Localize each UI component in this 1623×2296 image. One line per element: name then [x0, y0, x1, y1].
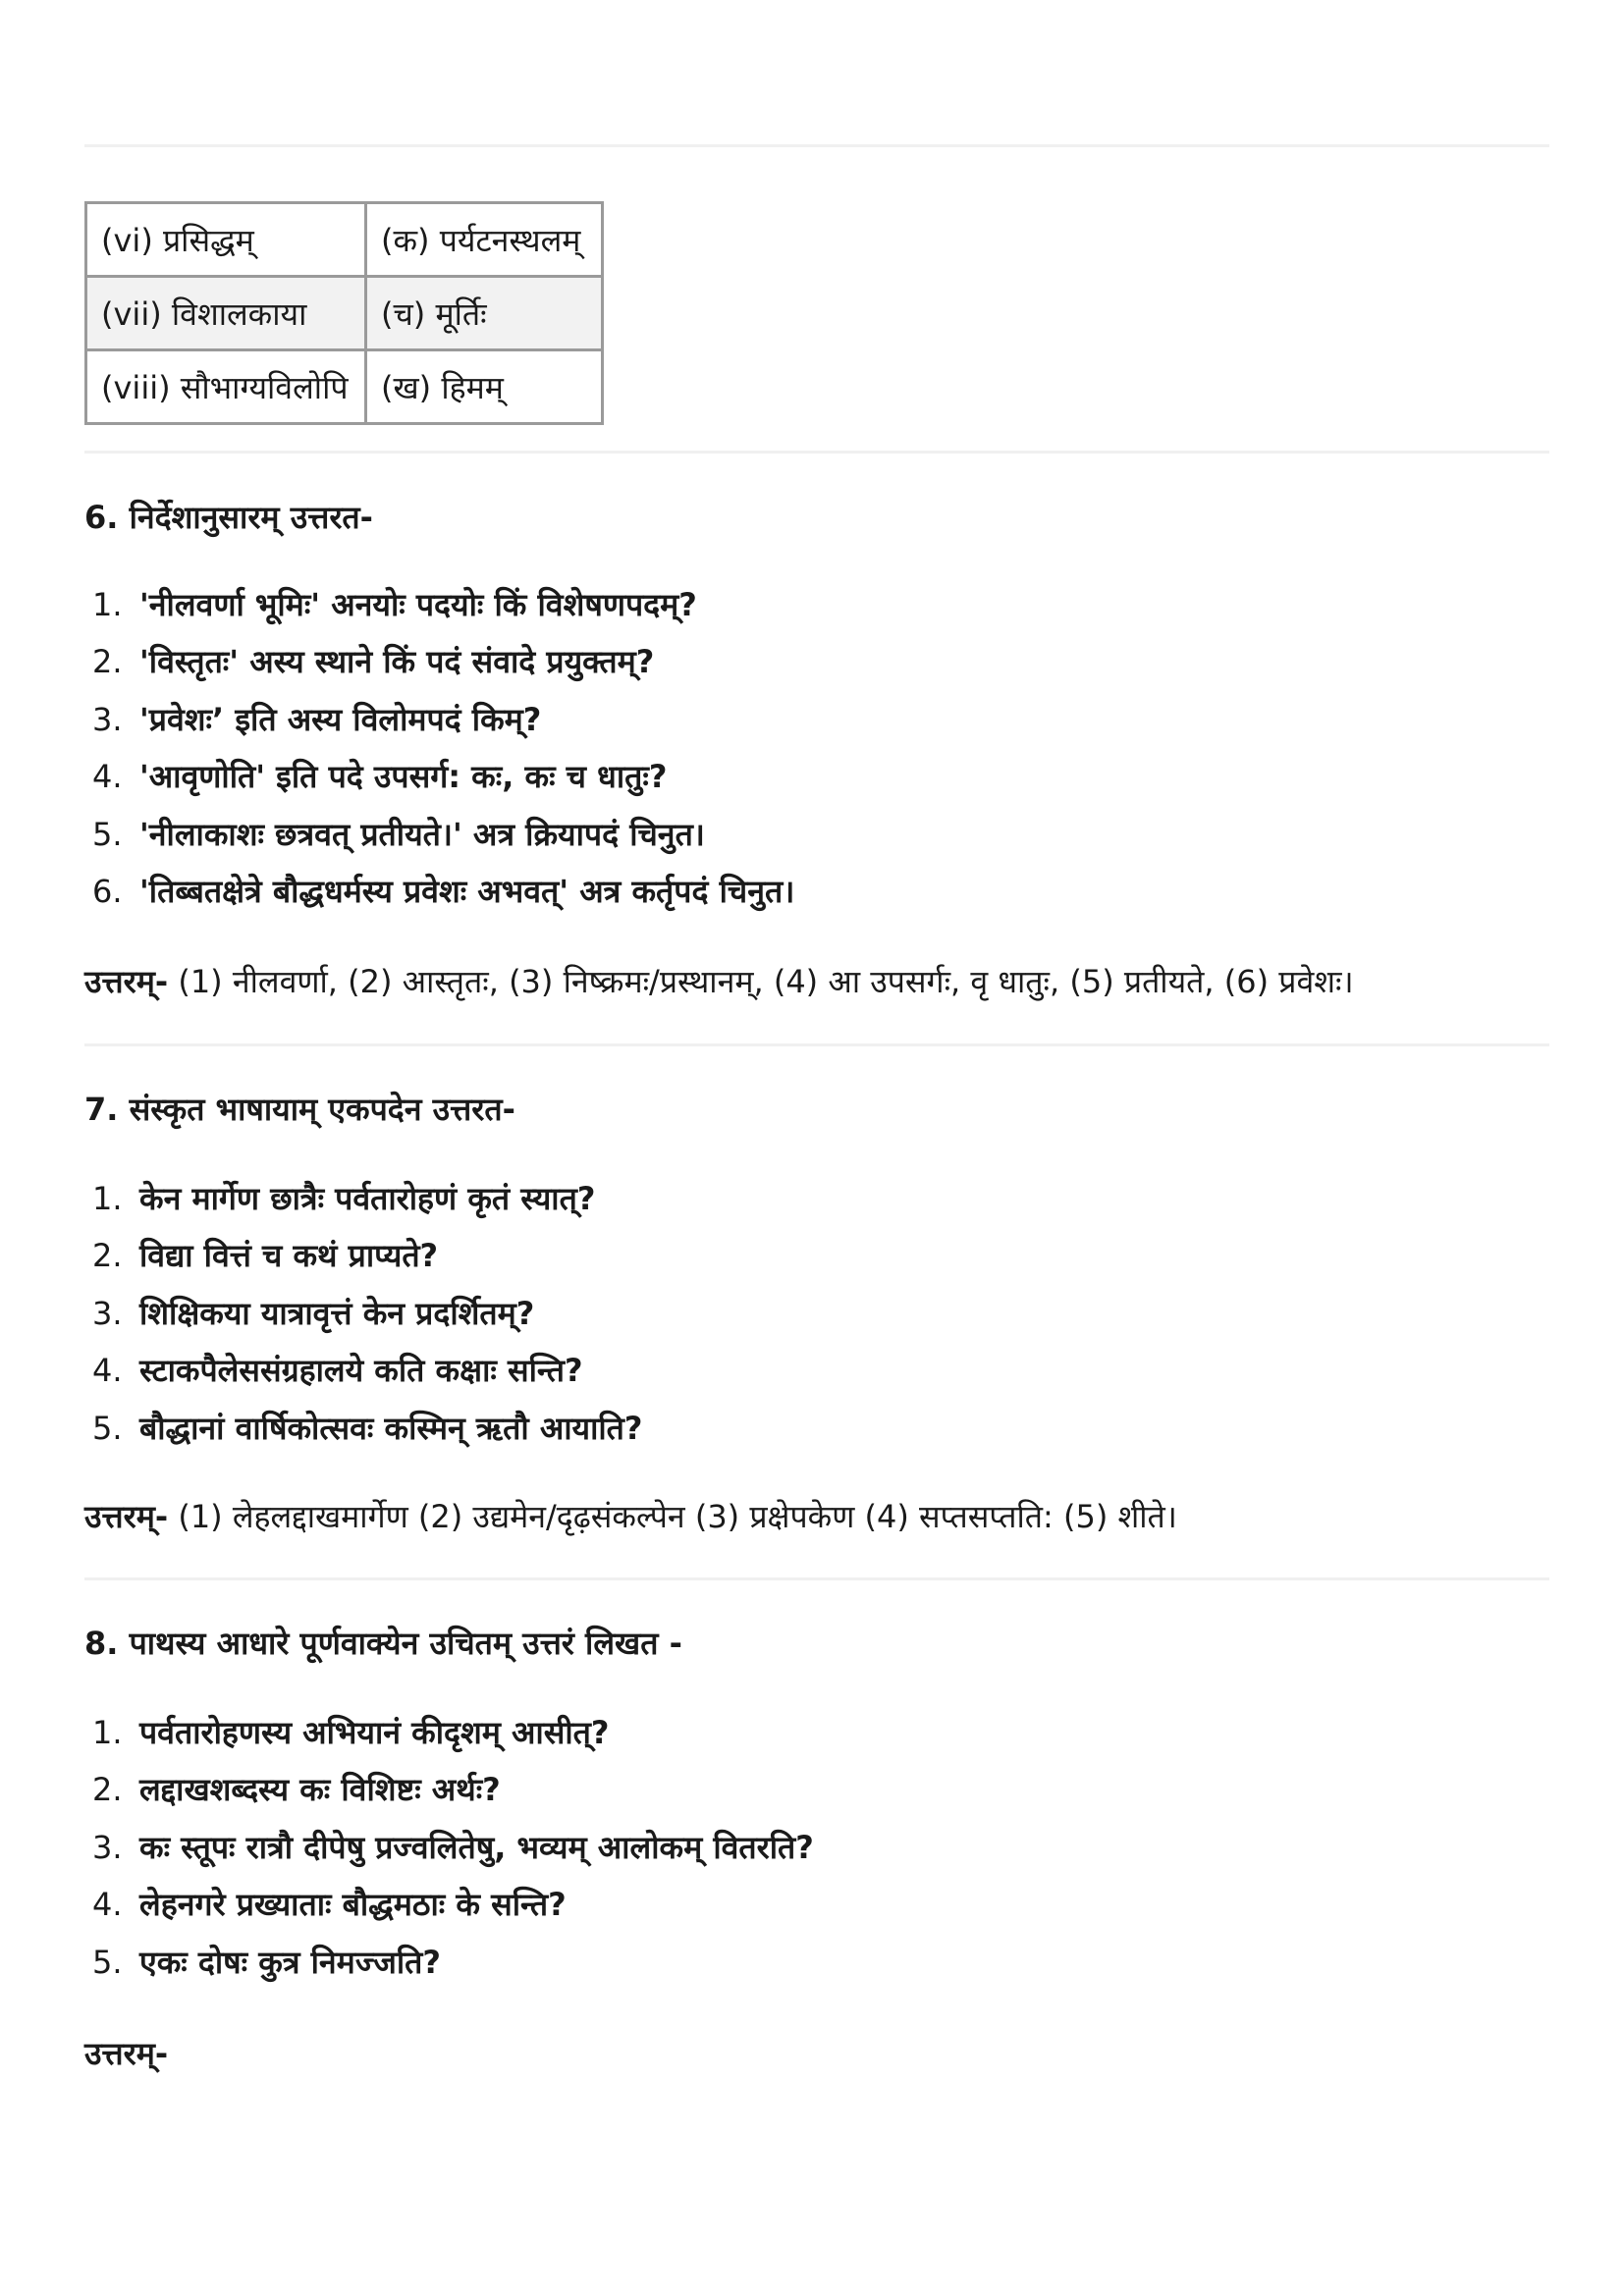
answer-text: (1) नीलवर्णा, (2) आस्तृतः, (3) निष्क्रमः/प्रस्थानम्, (4) आ उपसर्गः, वृ धातुः, (5) प्रतीयते, (6) प्रवेशः।	[168, 963, 1354, 1000]
list-item	[84, 1819, 814, 1876]
question-text: कः स्तूपः रात्रौ दीपेषु प्रज्वलितेषु, भव्यम् आलोकम् वितरति?	[139, 1828, 814, 1866]
question-text: पर्वतारोहणस्य अभियानं कीदृशम् आसीत्?	[139, 1714, 610, 1751]
answer-text: (1) लेहलद्दाखमार्गेण (2) उद्यमेन/दृढ़संकल्पेन (3) प्रक्षेपकेण (4) सप्तसप्तति: (5) शीते।	[168, 1498, 1177, 1535]
question-text: 'नीलाकाशः छत्रवत् प्रतीयते।' अत्र क्रियापदं चिनुत।	[139, 815, 705, 853]
question-list	[84, 1170, 642, 1457]
table-cell: (vii) विशालकाया	[86, 277, 366, 350]
item-number: 5.	[92, 1943, 123, 1981]
answer-label: उत्तरम्-	[84, 963, 169, 1000]
item-number: 2.	[92, 1237, 123, 1275]
answer-line	[84, 960, 1354, 1002]
table-row	[86, 203, 603, 277]
question-list	[84, 576, 794, 920]
question-text: शिक्षिकया यात्रावृत्तं केन प्रदर्शितम्?	[139, 1294, 535, 1332]
question-text: विद्या वित्तं च कथं प्राप्यते?	[139, 1237, 439, 1275]
table-cell: (vi) प्रसिद्धम्	[86, 203, 366, 277]
list-item	[84, 1342, 642, 1399]
list-item	[84, 748, 794, 805]
match-table	[84, 201, 604, 425]
question-text: स्टाकपैलेससंग्रहालये कति कक्षाः सन्ति?	[139, 1352, 583, 1390]
item-number: 2.	[92, 643, 123, 681]
answer-label: उत्तरम्-	[84, 1498, 169, 1535]
section-heading: 8. पाथस्य आधारे पूर्णवाक्येन उचितम् उत्तरं लिखत -	[84, 1625, 682, 1662]
item-number: 6.	[92, 872, 123, 910]
item-number: 3.	[92, 1828, 123, 1866]
item-number: 4.	[92, 1352, 123, 1390]
list-item	[84, 863, 794, 920]
question-text: 'आवृणोति' इति पदे उपसर्ग: कः, कः च धातुः?	[139, 758, 668, 796]
question-text: बौद्धानां वार्षिकोत्सवः कस्मिन् ऋतौ आयाति?	[139, 1409, 643, 1447]
list-item	[84, 1761, 814, 1818]
divider	[84, 451, 1549, 454]
table-cell: (च) मूर्तिः	[366, 277, 603, 350]
question-text: 'नीलवर्णा भूमिः' अनयोः पदयोः किं विशेषणपदम्?	[139, 586, 697, 623]
list-item	[84, 806, 794, 863]
list-item	[84, 1876, 814, 1933]
item-number: 1.	[92, 1714, 123, 1751]
table-row	[86, 277, 603, 350]
list-item	[84, 1285, 642, 1342]
table-row	[86, 350, 603, 424]
answer-label: उत्तरम्-	[84, 2035, 169, 2072]
item-number: 3.	[92, 700, 123, 738]
item-number: 1.	[92, 1180, 123, 1217]
item-number: 5.	[92, 815, 123, 853]
divider-top	[84, 144, 1549, 147]
answer-line	[84, 1495, 1177, 1537]
question-text: केन मार्गेण छात्रैः पर्वतारोहणं कृतं स्यात्?	[139, 1180, 596, 1217]
question-text: 'प्रवेशः’ इति अस्य विलोमपदं किम्?	[139, 700, 542, 738]
list-item	[84, 1704, 814, 1761]
list-item	[84, 1227, 642, 1284]
item-number: 4.	[92, 758, 123, 796]
question-list	[84, 1704, 814, 1991]
item-number: 1.	[92, 586, 123, 623]
item-number: 5.	[92, 1409, 123, 1447]
list-item	[84, 691, 794, 748]
section-heading: 6. निर्देशानुसारम् उत्तरत-	[84, 499, 373, 536]
table-cell: (ख) हिमम्	[366, 350, 603, 424]
answer-line	[84, 2032, 168, 2074]
list-item	[84, 1400, 642, 1457]
question-text: एकः दोषः कुत्र निमज्जति?	[139, 1943, 441, 1981]
item-number: 2.	[92, 1771, 123, 1809]
list-item	[84, 576, 794, 633]
table-cell: (viii) सौभाग्यविलोपि	[86, 350, 366, 424]
question-text: लेहनगरे प्रख्याताः बौद्धमठाः के सन्ति?	[139, 1886, 567, 1924]
question-text: 'तिब्बतक्षेत्रे बौद्धधर्मस्य प्रवेशः अभवत्' अत्र कर्तृपदं चिनुत।	[139, 872, 795, 910]
section-heading: 7. संस्कृत भाषायाम् एकपदेन उत्तरत-	[84, 1091, 515, 1128]
item-number: 3.	[92, 1294, 123, 1332]
list-item	[84, 633, 794, 690]
divider	[84, 1577, 1549, 1580]
question-text: लद्दाखशब्दस्य कः विशिष्टः अर्थः?	[139, 1771, 501, 1809]
list-item	[84, 1170, 642, 1227]
question-text: 'विस्तृतः' अस्य स्थाने किं पदं संवादे प्रयुक्तम्?	[139, 643, 655, 681]
table-cell: (क) पर्यटनस्थलम्	[366, 203, 603, 277]
list-item	[84, 1934, 814, 1991]
item-number: 4.	[92, 1886, 123, 1924]
divider	[84, 1043, 1549, 1046]
